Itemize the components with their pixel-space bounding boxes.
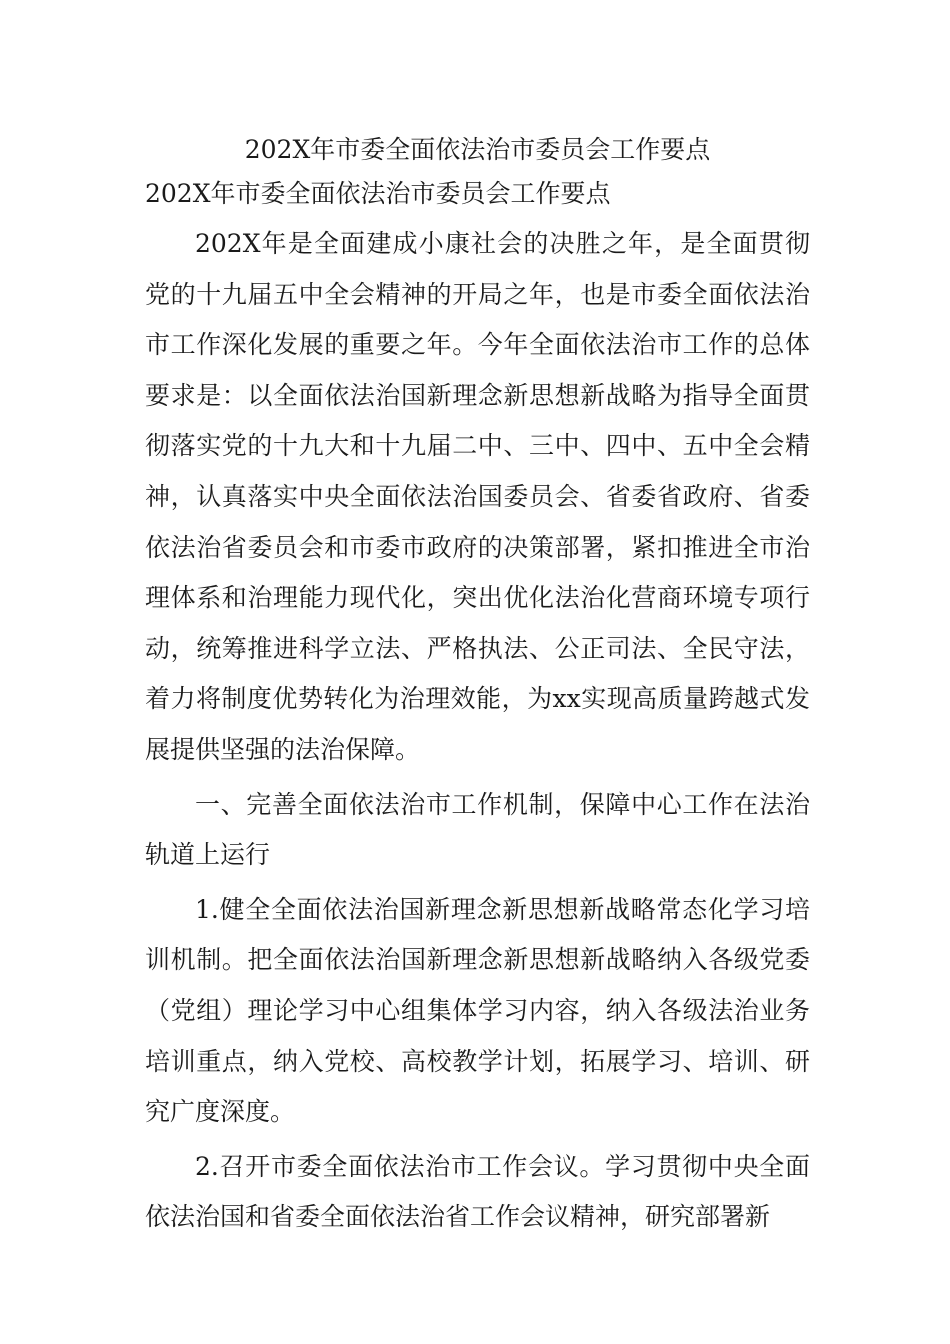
section-heading-1: 一、完善全面依法治市工作机制，保障中心工作在法治轨道上运行 xyxy=(145,789,810,870)
item-paragraph-2: 2.召开市委全面依法治市工作会议。学习贯彻中央全面依法治国和省委全面依法治省工作会议精神，研究部署新 xyxy=(145,1151,810,1232)
document-subtitle: 202X年市委全面依法治市委员会工作要点 xyxy=(145,179,611,208)
document-body xyxy=(145,128,810,1243)
intro-paragraph: 202X年是全面建成小康社会的决胜之年，是全面贯彻党的十九届五中全会精神的开局之年，也是市委全面依法治市工作深化发展的重要之年。今年全面依法治市工作的总体要求是：以全面依法治国新理念新思想新战略为指导全面贯彻落实党的十九大和十九届二中、三中、四中、五中全会精神，认真落实中央全面依法治国委员会、省委省政府、省委依法治省委员会和市委市政府的决策部署，紧扣推进全市治理体系和治理能力现代化，突出优化法治化营商环境专项行动，统筹推进科学立法、严格执法、公正司法、全民守法，着力将制度优势转化为治理效能，为xx实现高质量跨越式发展提供坚强的法治保障。 xyxy=(145,229,810,764)
item-paragraph-1: 1.健全全面依法治国新理念新思想新战略常态化学习培训机制。把全面依法治国新理念新思想新战略纳入各级党委（党组）理论学习中心组集体学习内容，纳入各级法治业务培训重点，纳入党校、高校教学计划，拓展学习、培训、研究广度深度。 xyxy=(145,894,810,1127)
document-title: 202X年市委全面依法治市委员会工作要点 xyxy=(244,135,711,164)
